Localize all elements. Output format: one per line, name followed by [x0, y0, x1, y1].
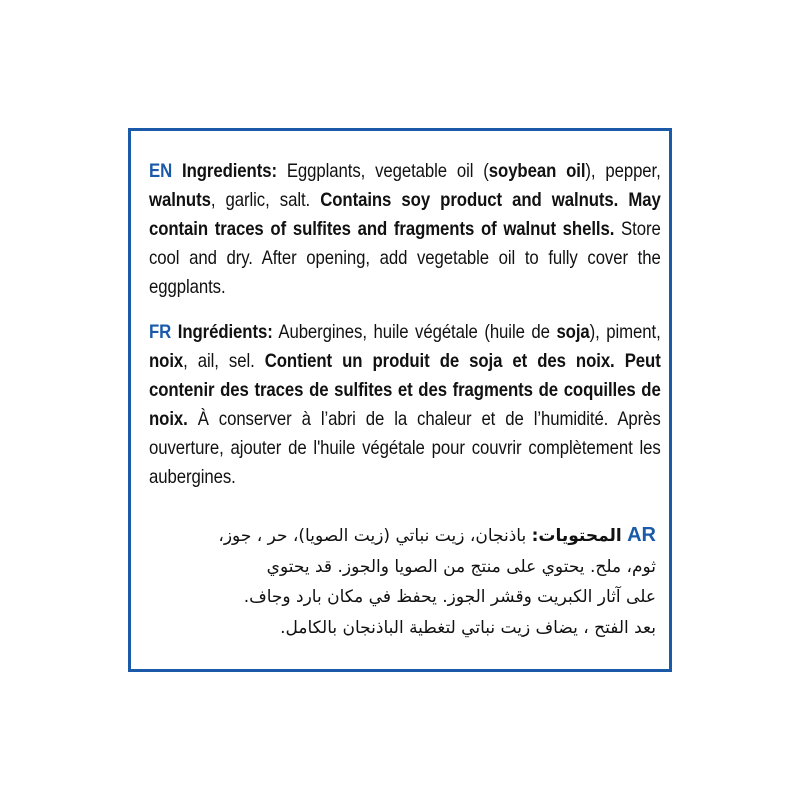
ingredients-label: [128, 128, 672, 672]
arabic-line-2: ثوم، ملح. يحتوي على منتج من الصويا والجوز. قد يحتوي: [266, 556, 656, 577]
ingredients-heading-fr: Ingrédients:: [177, 321, 273, 343]
allergen-warning-en: Contains soy product and walnuts. May contain traces of sulfites and fragments of walnut shells.: [149, 189, 661, 240]
arabic-line-3: على آثار الكبريت وقشر الجوز. يحفظ في مكان بارد وجاف.: [243, 587, 656, 607]
language-code-en: EN: [149, 160, 173, 182]
allergen-soja: soja: [556, 321, 590, 343]
ingredients-text-en-3: , garlic, salt.: [210, 189, 321, 211]
language-code-ar: AR: [627, 524, 656, 546]
language-code-fr: FR: [149, 321, 172, 343]
allergen-soybean-oil: soybean oil: [488, 160, 586, 182]
ingredients-text-en: Eggplants, vegetable oil (: [276, 160, 489, 182]
allergen-walnuts: walnuts: [149, 189, 211, 211]
ingredients-heading-ar: المحتويات:: [531, 526, 622, 546]
arabic-line-1: [145, 520, 656, 552]
arabic-line-4: بعد الفتح ، يضاف زيت نباتي لتغطية الباذنجان بالكامل.: [280, 617, 656, 638]
ingredients-text-fr: Aubergines, huile végétale (huile de: [272, 321, 557, 343]
english-section: [149, 157, 661, 302]
allergen-noix: noix: [149, 350, 184, 372]
allergen-warning-fr: Contient un produit de soja et des noix. Peut contenir des traces de sulfites et des fragments de coquilles de noix.: [149, 350, 661, 430]
storage-instructions-en: Store cool and dry. After opening, add vegetable oil to fully cover the eggplants.: [149, 218, 661, 298]
arabic-section: [145, 520, 656, 643]
ingredients-heading-en: Ingredients:: [182, 160, 277, 182]
ingredients-text-fr-2: ), piment,: [589, 321, 661, 343]
french-section: [149, 318, 661, 492]
storage-instructions-fr: À conserver à l’abri de la chaleur et de l’humidité. Après ouverture, ajouter de l'huile végétale pour couvrir complètement les aubergines.: [149, 408, 661, 488]
ingredients-text-en-2: ), pepper,: [585, 160, 661, 182]
ingredients-text-fr-3: , ail, sel.: [183, 350, 265, 372]
ingredients-text-ar: باذنجان، زيت نباتي (زيت الصويا)، حر ، جوز،: [218, 526, 532, 546]
